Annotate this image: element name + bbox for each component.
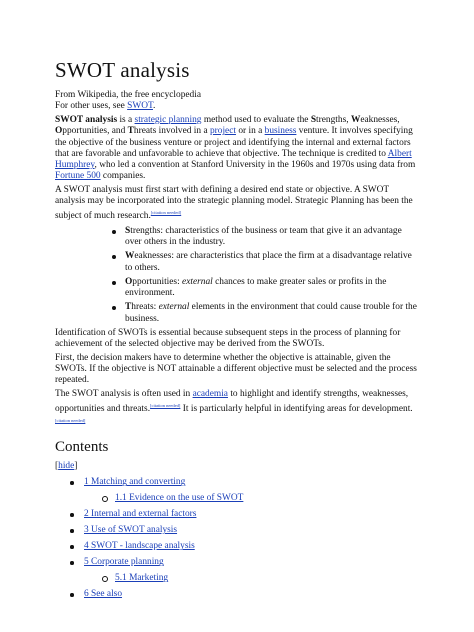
bullet-dot-icon (112, 230, 116, 234)
paragraph-academia (55, 389, 420, 431)
toc-subitem (115, 493, 420, 504)
contents-heading: Contents (55, 439, 109, 456)
bullet-text: pportunities: (132, 276, 183, 287)
toc-link[interactable]: 2 Internal and external factors (84, 509, 197, 520)
paragraph-text: to highlight and identify strengths, weaknesses, opportunities and threats. (55, 388, 409, 414)
intro-text: , who led a convention at Stanford University in the 1960s and 1970s using data from (94, 160, 416, 171)
intro-text: is a (117, 115, 135, 125)
hatnote (55, 101, 420, 112)
toc-sublist (55, 573, 420, 584)
bullet-dot-icon (112, 306, 116, 310)
bullet-letter: T (125, 302, 132, 313)
bullet-dot-icon (70, 593, 74, 597)
bullet-circle-icon (102, 576, 108, 582)
citation-needed[interactable]: [citation needed] (150, 210, 182, 216)
bullet-dot-icon (70, 545, 74, 549)
intro-bold-term: SWOT analysis (55, 115, 118, 125)
strategic-planning-link[interactable]: strategic planning (134, 115, 202, 125)
bullet-text: chances to make greater sales or profits in the environment. (125, 276, 387, 299)
toc-item (84, 541, 420, 552)
swot-bullet-list (55, 226, 420, 325)
paragraph-objective (55, 185, 420, 223)
site-subtitle: From Wikipedia, the free encyclopedia (55, 90, 202, 100)
intro-text: or in a (235, 126, 265, 137)
intro-text: method used to evaluate the (201, 115, 311, 125)
bullet-dot-icon (70, 561, 74, 565)
intro-text: eaknesses, (360, 115, 400, 125)
swot-link[interactable]: SWOT (127, 101, 153, 111)
bullet-letter: S (125, 225, 131, 236)
toc-link[interactable]: 4 SWOT - landscape analysis (84, 541, 195, 552)
toc-item (84, 477, 420, 504)
page-title: SWOT analysis (55, 58, 190, 82)
paragraph-text: It is particularly helpful in identifying areas for development. (180, 403, 413, 414)
toc-list (55, 477, 420, 600)
intro-text: pportunities, and (62, 126, 128, 137)
bullet-italic: external (158, 302, 190, 313)
toc-toggle (55, 461, 420, 472)
business-link[interactable]: business (264, 126, 297, 137)
hide-link[interactable]: hide (58, 461, 75, 472)
albert-humphrey-link[interactable]: Albert Humphrey (55, 148, 412, 171)
bullet-dot-icon (112, 255, 116, 259)
bracket: ] (74, 461, 78, 472)
table-of-contents (55, 461, 420, 600)
toc-link[interactable]: 1 Matching and converting (84, 477, 186, 488)
citation-needed[interactable]: [citation needed] (150, 402, 181, 408)
bullet-text: eaknesses: are characteristics that place the firm at a disadvantage relative to others. (125, 251, 412, 273)
hatnote-suffix: . (153, 101, 156, 111)
intro-text: hreats involved in a (133, 126, 210, 137)
intro-letter: S (310, 115, 317, 125)
article (55, 58, 420, 605)
bullet-circle-icon (102, 496, 108, 502)
bullet-text: elements in the environment that could cause trouble for the business. (125, 302, 417, 324)
toc-link[interactable]: 6 See also (84, 589, 123, 600)
toc-sublist (55, 493, 420, 504)
intro-text: trengths, (316, 115, 351, 125)
intro-paragraph (55, 115, 420, 183)
intro-letter: W (350, 115, 361, 125)
intro-letter: O (55, 126, 63, 137)
bullet-dot-icon (70, 481, 74, 485)
project-link[interactable]: project (209, 126, 236, 137)
bullet-weaknesses (125, 251, 420, 274)
toc-link[interactable]: 1.1 Evidence on the use of SWOT (115, 493, 244, 504)
toc-link[interactable]: 3 Use of SWOT analysis (84, 525, 178, 536)
bullet-threats (125, 302, 420, 325)
toc-item (84, 509, 420, 520)
toc-item (84, 589, 420, 600)
bullet-letter: O (125, 276, 133, 287)
intro-letter: T (127, 126, 134, 137)
bullet-letter: W (125, 251, 135, 262)
bullet-dot-icon (70, 529, 74, 533)
bullet-text: trengths: characteristics of the business or team that give it an advantage over others in the industry. (125, 225, 402, 247)
toc-link[interactable]: 5.1 Marketing (115, 573, 169, 584)
bracket: [ (55, 461, 59, 472)
paragraph-text: A SWOT analysis must first start with defining a desired end state or objective. A SWOT analysis may be incorporated into the strategic planning model. Strategic Planning has been the subject of much research. (55, 184, 413, 222)
bullet-opportunities (125, 277, 420, 300)
intro-text: companies. (100, 171, 146, 182)
bullet-strengths (125, 226, 420, 249)
academia-link[interactable]: academia (192, 388, 228, 399)
toc-item (84, 557, 420, 584)
hatnote-text: For other uses, see (55, 101, 128, 111)
toc-item (84, 525, 420, 536)
paragraph-text: The SWOT analysis is often used in (55, 388, 193, 399)
paragraph-decision-makers: First, the decision makers have to determine whether the objective is attainable, given the SWOTs. If the objective is NOT attainable a different objective must be selected and the process repeated. (55, 352, 417, 386)
toc-link[interactable]: 5 Corporate planning (84, 557, 164, 568)
bullet-dot-icon (112, 281, 116, 285)
fortune-500-link[interactable]: Fortune 500 (55, 171, 101, 182)
bullet-dot-icon (70, 513, 74, 517)
citation-needed[interactable]: [citation needed] (55, 418, 86, 424)
bullet-italic: external (182, 276, 213, 287)
intro-text: venture. It involves specifying the objective of the business venture or project and identifying the internal and external factors that are favorable and unfavorable to achieve that objective. The technique is credited to (55, 126, 413, 159)
toc-subitem (115, 573, 420, 584)
paragraph-identification: Identification of SWOTs is essential because subsequent steps in the process of planning for achievement of the selected objective may be derived from the SWOTs. (55, 328, 401, 350)
bullet-text: hreats: (131, 302, 159, 313)
